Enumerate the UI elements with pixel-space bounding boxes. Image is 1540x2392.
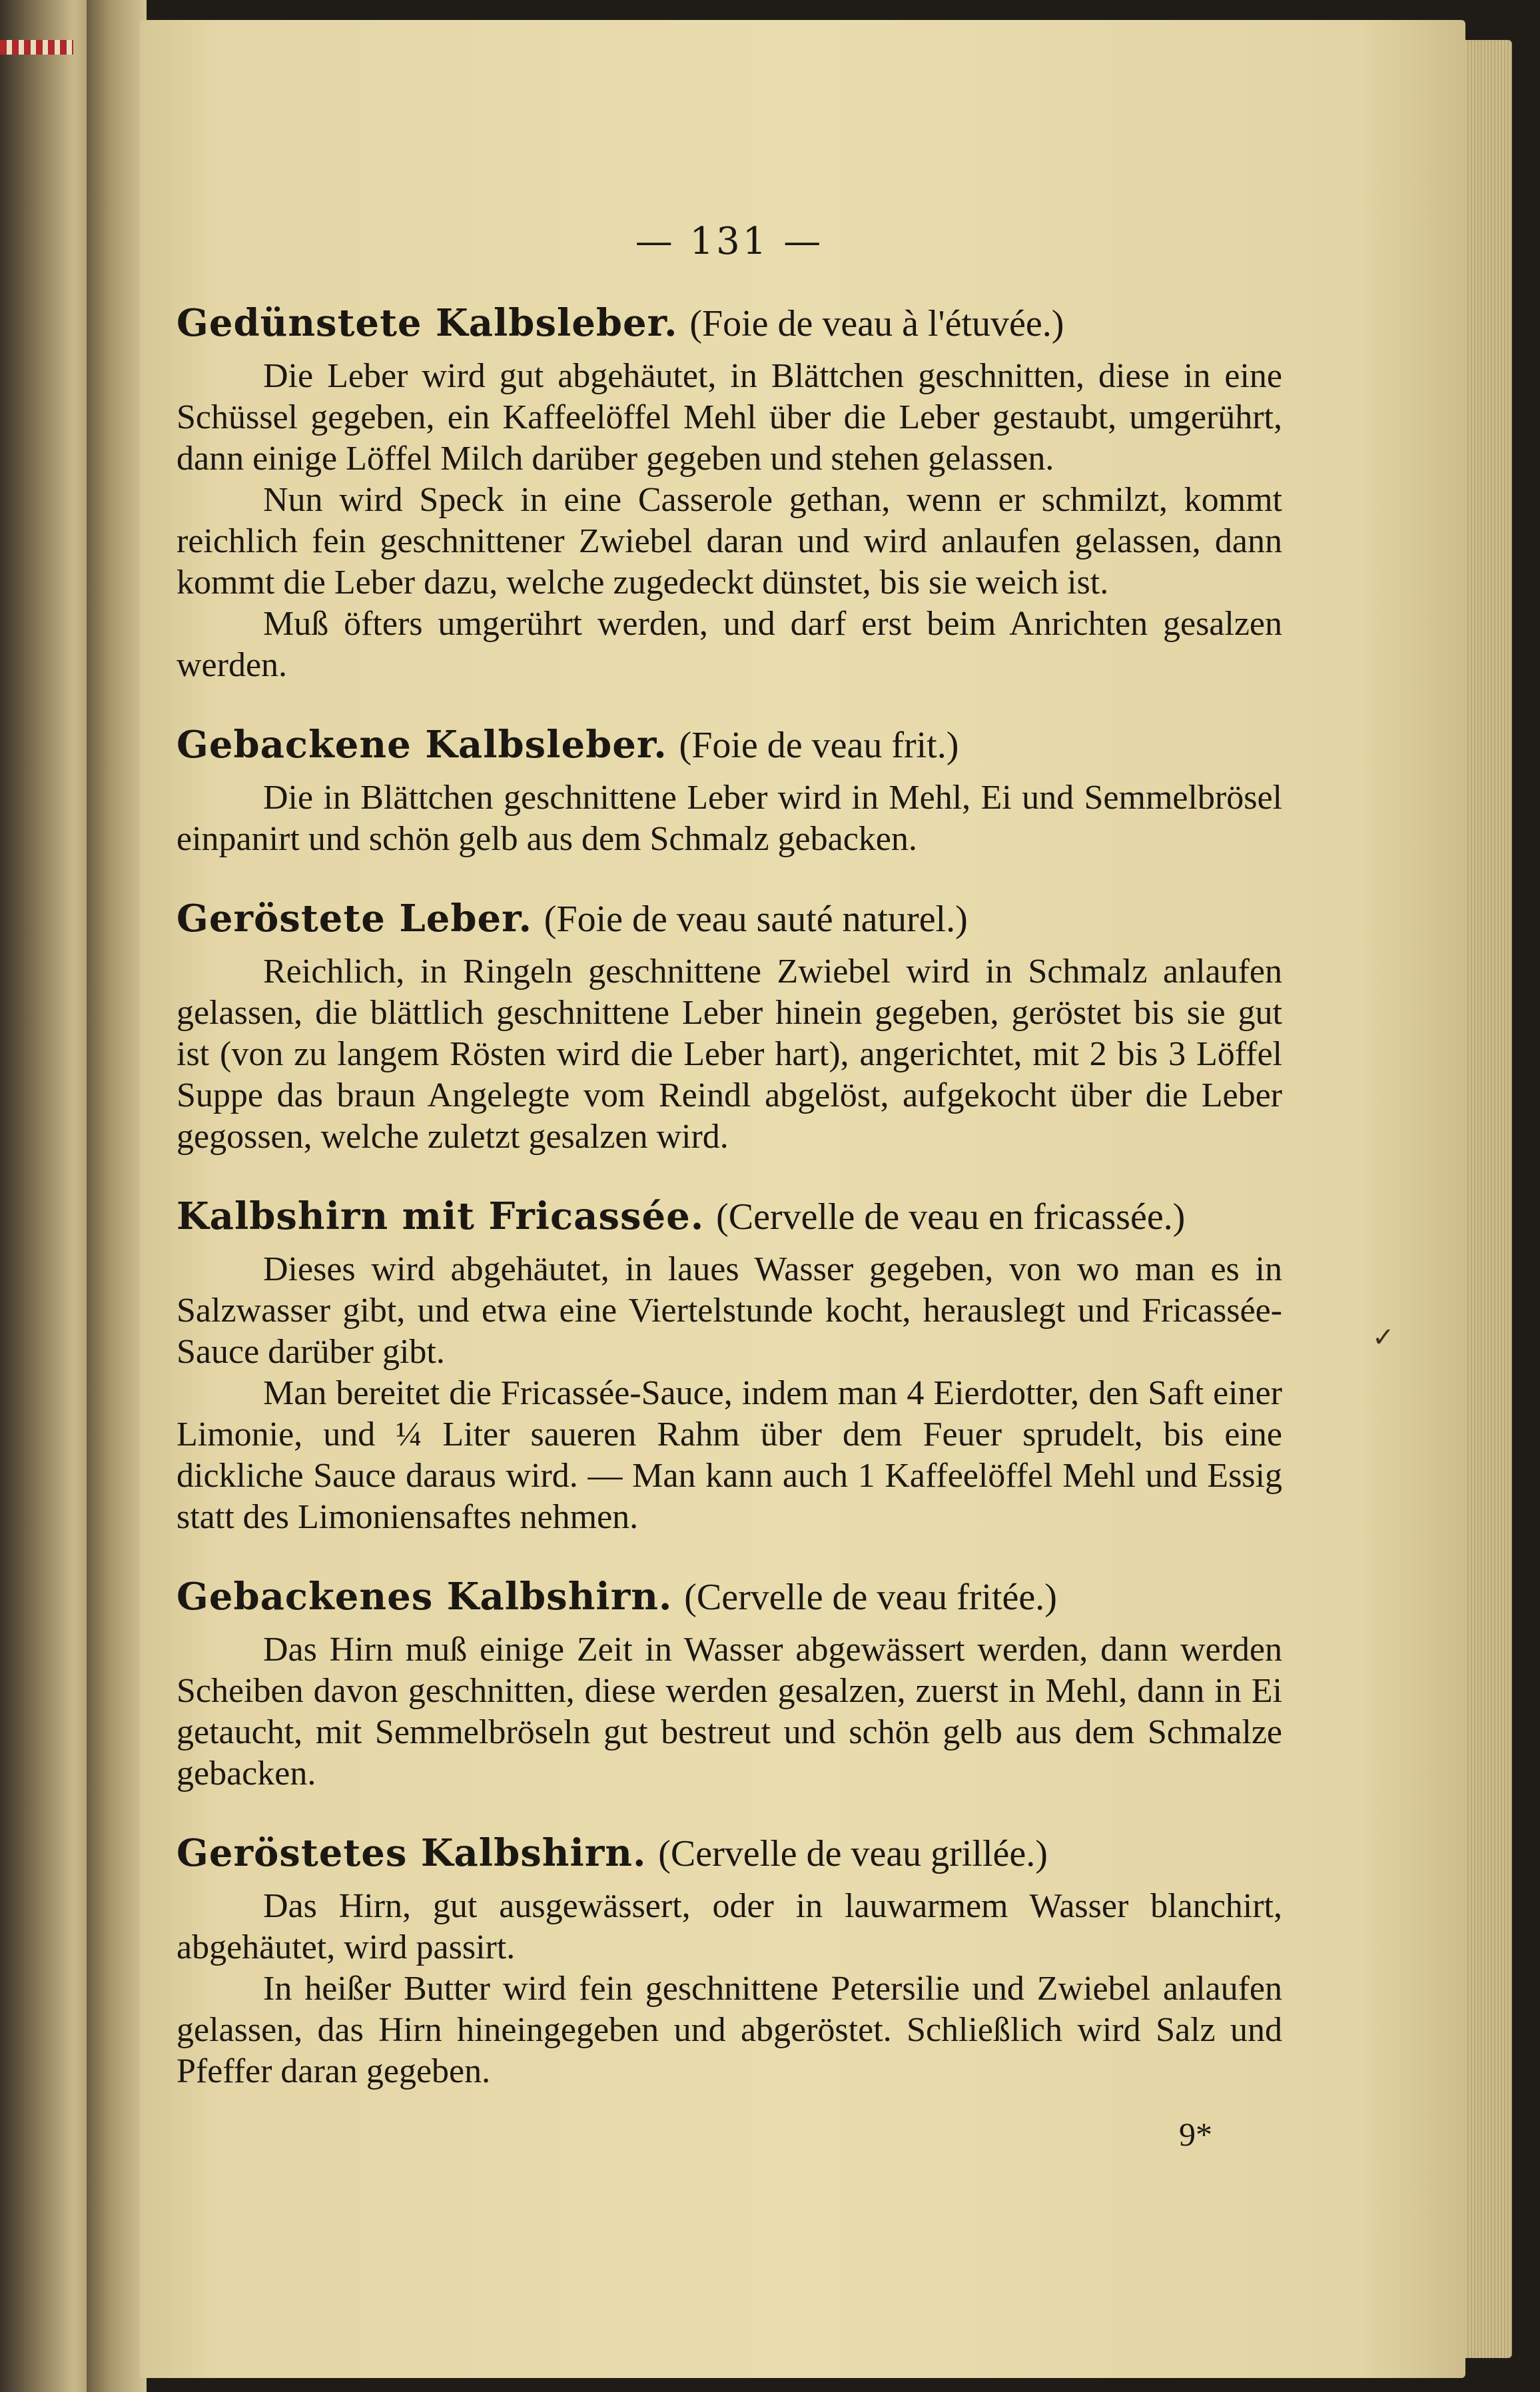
recipe-paragraph: Das Hirn, gut ausgewässert, oder in lauwarmem Wasser blanchirt, abgehäutet, wird passirt.	[177, 1887, 1282, 1966]
recipe-title-french: (Cervelle de veau grillée.)	[658, 1833, 1048, 1874]
recipe-title	[177, 1570, 1282, 1624]
recipe-title	[177, 296, 1282, 350]
recipe-title-french: (Cervelle de veau fritée.)	[684, 1577, 1057, 1618]
recipe-title-german: Gebackenes Kalbshirn.	[177, 1575, 673, 1619]
recipe-paragraph: Dieses wird abgehäutet, in laues Wasser gegeben, von wo man es in Salzwasser gibt, und etwa eine Viertelstunde kocht, herauslegt und Fricassée-Sauce darüber gibt.	[177, 1250, 1282, 1371]
page-stack-edge	[1465, 40, 1512, 2358]
recipe-title-german: Kalbshirn mit Fricassée.	[177, 1194, 705, 1238]
recipe-paragraph: Nun wird Speck in eine Casserole gethan, wenn er schmilzt, kommt reichlich fein geschnittener Zwiebel daran und wird anlaufen gelassen, dann kommt die Leber dazu, welche zugedeckt dünstet, bis sie weich ist.	[177, 481, 1282, 601]
recipe-title-french: (Foie de veau sauté naturel.)	[544, 899, 968, 940]
recipe-paragraph: Man bereitet die Fricassée-Sauce, indem man 4 Eierdotter, den Saft einer Limonie, und ¼ Liter saueren Rahm über dem Feuer sprudelt, bis eine dickliche Sauce daraus wird. — Man kann auch 1 Kaffeelöffel Mehl und Essig statt des Limoniensaftes nehmen.	[177, 1374, 1282, 1536]
recipe-title	[177, 1190, 1282, 1244]
recipe-gebackene-kalbsleber	[177, 718, 1282, 860]
recipe-title	[177, 718, 1282, 772]
recipe-paragraph: Das Hirn muß einige Zeit in Wasser abgewässert werden, dann werden Scheiben davon geschnitten, diese werden gesalzen, zuerst in Mehl, dann in Ei getaucht, mit Semmelbröseln gut bestreut und schön gelb aus dem Schmalze gebacken.	[177, 1631, 1282, 1793]
recipe-geroestete-leber	[177, 892, 1282, 1158]
recipe-paragraph: Die Leber wird gut abgehäutet, in Blättchen geschnitten, diese in eine Schüssel gegeben, ein Kaffeelöffel Mehl über die Leber gestaubt, umgerührt, dann einige Löffel Milch darüber gegeben und stehen gelassen.	[177, 357, 1282, 478]
recipe-title-german: Geröstete Leber.	[177, 897, 532, 941]
recipe-title-french: (Cervelle de veau en fricassée.)	[716, 1196, 1186, 1238]
recipe-title	[177, 892, 1282, 946]
recipe-title	[177, 1826, 1282, 1880]
recipe-gedunstete-kalbsleber	[177, 296, 1282, 686]
recipe-title-french: (Foie de veau frit.)	[679, 725, 959, 766]
previous-page-edge	[0, 0, 87, 2392]
recipe-geroestetes-kalbshirn	[177, 1826, 1282, 2092]
recipe-title-german: Geröstetes Kalbshirn.	[177, 1831, 647, 1875]
recipe-title-french: (Foie de veau à l'étuvée.)	[689, 303, 1064, 344]
recipe-title-german: Gedünstete Kalbsleber.	[177, 301, 678, 345]
recipe-gebackenes-kalbshirn	[177, 1570, 1282, 1794]
recipe-paragraph: Muß öfters umgerührt werden, und darf erst beim Anrichten gesalzen werden.	[177, 605, 1282, 684]
book-gutter	[87, 0, 147, 2392]
recipe-kalbshirn-fricassee	[177, 1190, 1282, 1538]
recipe-title-german: Gebackene Kalbsleber.	[177, 723, 667, 767]
pencil-check-mark: ✓	[1372, 1322, 1395, 1353]
recipe-paragraph: Die in Blättchen geschnittene Leber wird in Mehl, Ei und Semmelbrösel einpanirt und schön gelb aus dem Schmalz gebacken.	[177, 779, 1282, 858]
page-content	[177, 220, 1282, 2124]
sheet-signature: 9*	[1179, 2116, 1212, 2153]
recipe-paragraph: Reichlich, in Ringeln geschnittene Zwiebel wird in Schmalz anlaufen gelassen, die blättlich geschnittene Leber hinein gegeben, geröstet bis sie gut ist (von zu langem Rösten wird die Leber hart), angerichtet, mit 2 bis 3 Löffel Suppe das braun Angelegte vom Reindl abgelöst, aufgekocht über die Leber gegossen, welche zuletzt gesalzen wird.	[177, 953, 1282, 1156]
recipe-paragraph: In heißer Butter wird fein geschnittene Petersilie und Zwiebel anlaufen gelassen, das Hirn hineingegeben und abgeröstet. Schließlich wird Salz und Pfeffer daran gegeben.	[177, 1970, 1282, 2090]
page-number: — 131 —	[635, 220, 824, 263]
bookmark-ribbon	[0, 40, 73, 55]
